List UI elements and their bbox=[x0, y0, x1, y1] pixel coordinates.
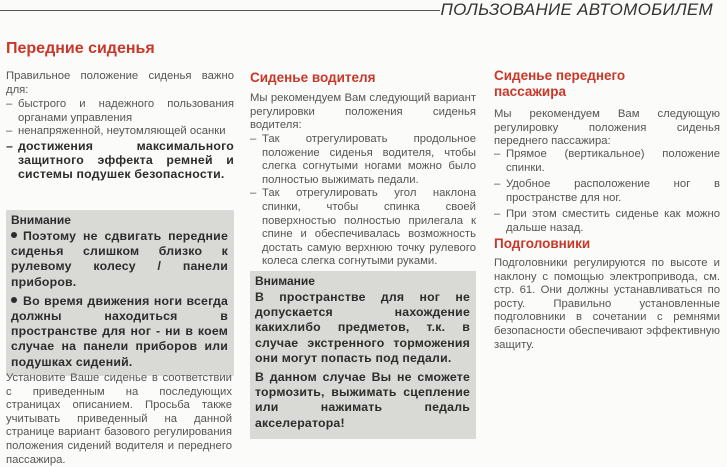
list-item: – ненапряженной, неутомляющей осанки bbox=[6, 125, 234, 139]
headrests-heading: Подголовники bbox=[494, 236, 591, 251]
intro-text: Правильное положение сиденья важно для: bbox=[6, 70, 234, 96]
header-rule bbox=[0, 10, 440, 11]
warning-title: Внимание bbox=[255, 274, 315, 288]
passenger-intro-text: Мы рекомендуем Вам следующую регулировку положения сиденья переднего пассажира: bbox=[494, 108, 720, 148]
list-item: – Так отрегулировать продольное положение сиденья водителя, чтобы слегка согнутыми ногами можно было полностью выжимать педали. bbox=[250, 133, 476, 187]
warning-bullet-text: Поэтому не сдвигать передние сиденья слишком близко к рулевому колесу / панели приборов. bbox=[11, 229, 228, 289]
section-header: ПОЛЬЗОВАНИЕ АВТОМОБИЛЕМ bbox=[440, 0, 713, 19]
headrests-text: Подголовники регулируются по высоте и наклону с помощью электропривода, см. стр. 61. Они должны устанавливаться по росту. Правильно установленные подголовники в сочетании с ремнями безопасности обеспечивают эффективную защиту. bbox=[494, 257, 720, 351]
warning-body bbox=[255, 290, 470, 431]
importance-list bbox=[6, 98, 234, 182]
bullet-icon bbox=[11, 297, 17, 303]
warning-box bbox=[250, 271, 476, 439]
list-item: – быстрого и надежного пользования органами управления bbox=[6, 98, 234, 125]
page-title: Передние сиденья bbox=[6, 40, 155, 57]
driver-seat-heading: Сиденье водителя bbox=[250, 70, 376, 85]
list-item: – При этом сместить сиденье как можно дальше назад. bbox=[494, 208, 720, 235]
list-item: – Так отрегулировать угол наклона спинки, чтобы спинка своей поверхностью полностью прилегала к спине и обеспечивалась возможность достать самую верхнюю точку рулевого колеса слегка согнутыми руками. bbox=[250, 187, 476, 269]
warning-title: Внимание bbox=[11, 213, 71, 227]
warning-bullet bbox=[11, 294, 228, 370]
warning-box bbox=[6, 210, 234, 376]
warning-paragraph: В данном случае Вы не сможете тормозить, выжимать сцепление или нажимать педаль акселератора! bbox=[255, 370, 470, 430]
driver-list bbox=[250, 133, 476, 269]
warning-bullet bbox=[11, 229, 228, 290]
list-item: – Прямое (вертикальное) положение спинки. bbox=[494, 148, 720, 175]
list-item: – Удобное расположение ног в пространстве для ног. bbox=[494, 178, 720, 205]
warning-bullet-text: Во время движения ноги всегда должны находиться в пространстве для ног - ни в коем случае на панели приборов или подушках сидений. bbox=[11, 293, 228, 369]
warning-body bbox=[11, 229, 228, 370]
outro-text: Установите Ваше сиденье в соответствии с приведенным на последующих страницах описанием. Просьба также учитывать приведенный на данной странице вариант базового регулирования положения сидений водителя и переднего пассажира. bbox=[6, 372, 232, 466]
driver-intro-text: Мы рекомендуем Вам следующий вариант регулировки положения сиденья водителя: bbox=[250, 92, 476, 132]
passenger-list bbox=[494, 148, 720, 236]
passenger-seat-heading: Сиденье переднего пассажира bbox=[494, 68, 626, 99]
list-item-bold: – достижения максимального защитного эффекта ремней и системы подушек безопасности. bbox=[6, 139, 234, 182]
bullet-icon bbox=[11, 232, 17, 238]
warning-paragraph: В пространстве для ног не допускается нахождение какихлибо предметов, т.к. в случае экстренного торможения они могут попасть под педали. bbox=[255, 290, 470, 365]
